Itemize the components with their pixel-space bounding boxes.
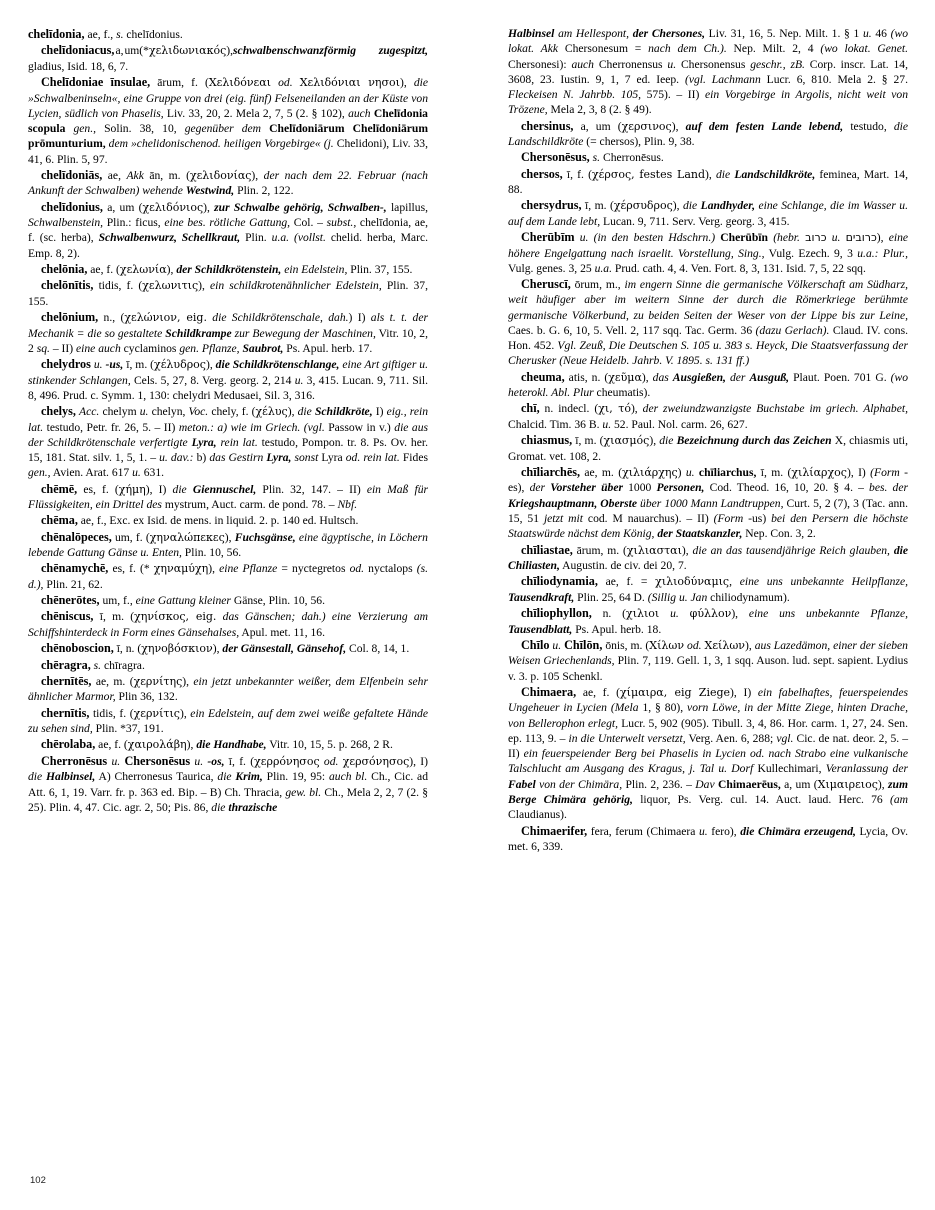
dictionary-entry: chelīdonia, ae, f., s. chelīdonius. <box>28 27 183 41</box>
dictionary-entry: Cheruscī, ōrum, m., im engern Sinne die germanische Völkerschaft am Südharz, weit häufiger aber im weitern Sinne der durch die Römerkriege berühmte germanische Völkerbund, zu beiden Seiten der Weser von der Lippe bis zur Leine, Caes. b. G. 6, 10, 5. Vell. 2, 117 sqq. Tac. Germ. 36 (dazu Gerlach). Claud. IV. cons. Hon. 452. Vgl. Zeuß, Die Deutschen S. 105 u. 383 s. Heyck, Die Staatsverfassung der Cherusker (Neue Heidelb. Jahrb. V. 1895. s. 131 ff.) <box>508 277 908 368</box>
dictionary-entry: chiasmus, ī, m. (χιασμός), die Bezeichnung durch das Zeichen X, chiasmis uti, Gromat. vet. 108, 2. <box>508 433 908 463</box>
right-column <box>508 26 908 854</box>
dictionary-entry: chēnamychē, es, f. (* χηναμύχη), eine Pflanze = nyctegretos od. nyctalops (s. d.), Plin. 21, 62. <box>28 561 428 591</box>
dictionary-entry: chēragra, s. chīragra. <box>41 657 145 672</box>
dictionary-entry: chelīdoniacus, a, um(*χελιδωνιακός),schwalbenschwanzförmig zugespitzt, gladius, Isid. 18, 6, 7. <box>28 43 428 73</box>
dictionary-entry: chelīdoniās, ae, Akk ān, m. (χελιδονίας), der nach dem 22. Februar (nach Ankunft der Schwalben) wehende Westwind, Plin. 2, 122. <box>28 167 428 198</box>
dictionary-entry: chī, n. indecl. (χι, τό), der zweiundzwanzigste Buchstabe im griech. Alphabet, Chalcid. Tim. 36 B. u. 52. Paul. Nol. carm. 26, 627. <box>508 401 908 431</box>
dictionary-entry: Chelīdoniae īnsulae, ārum, f. (Χελιδόνεαι od. Χελιδόνιαι νησοι), die »Schwalbeninseln«, eine Gruppe von drei (eig. fünf) Felseneilanden an der Küste von Lycien, südlich von Phaselis, Liv. 33, 20, 2. Mela 2, 7, 5 (2. § 102), auch Chelīdonia scopula gen., Solin. 38, 10, gegenüber dem Chelīdoniārum Chelīdoniārum prōmunturium, dem »chelidonischenod. heiligen Vorgebirge« (j. Chelidoni), Liv. 33, 41, 6. Plin. 5, 97. <box>28 75 428 166</box>
page-columns <box>28 26 908 1161</box>
dictionary-entry: Chersonēsus, s. Cherronēsus. <box>521 150 664 165</box>
dictionary-entry: chēnerōtes, um, f., eine Gattung kleiner Gänse, Plin. 10, 56. <box>41 593 325 608</box>
dictionary-entry: chernītis, tidis, f. (χερνίτις), ein Edelstein, auf dem zwei weiße gefaltete Hände zu sehen sind, Plin. *37, 191. <box>28 705 429 736</box>
dictionary-entry: Cherronēsus u. Chersonēsus u. -os, ī, f. (χερρόνησος od. χερσόνησος), I) die Halbinsel, A) Cherronesus Taurica, die Krim, Plin. 19, 95: auch bl. Ch., Cic. ad Att. 6, 1, 19. Varr. fr. p. 363 ed. Bip. – B) Ch. Thracia, gew. bl. Ch., Mela 2, 2, 7 (2. § 25). Plin. 4, 47. Cic. agr. 2, 50; Pis. 86, die thrazische <box>28 753 429 814</box>
dictionary-entry: chērolaba, ae, f. (χαιρολάβη), die Handhabe, Vitr. 10, 15, 5. p. 268, 2 R. <box>41 737 393 752</box>
dictionary-entry: Halbinsel am Hellespont, der Chersones, Liv. 31, 16, 5. Nep. Milt. 1. § 1 u. 46 (wo lokat. Akk Chersonesum = nach dem Ch.). Nep. Milt. 2, 4 (wo lokat. Genet. Chersonesi): auch Cherronensus u. Chersonensus geschr., zB. Corp. inscr. Lat. 14, 3608, 23. Iustin. 9, 1, 7 ed. Ieep. (vgl. Lachmann Lucr. 6, 810. Mela 2. § 27. Fleckeisen N. Jahrbb. 105, 575). – II) ein Vorgebirge in Argolis, nicht weit von Trözene, Mela 2, 3, 8 (2. § 49). <box>508 27 909 117</box>
dictionary-entry: chelōnītis, tidis, f. (χελωνιτις), ein schildkrotenähnlicher Edelstein, Plin. 37, 155. <box>28 278 428 308</box>
dictionary-entry: chīliastae, ārum, m. (χιλιασται), die an das tausendjährige Reich glauben, die Chiliasten, Augustin. de civ. dei 20, 7. <box>508 542 908 572</box>
left-column <box>28 26 428 815</box>
dictionary-entry: Chimaerifer, fera, ferum (Chimaera u. fero), die Chimära erzeugend, Lycia, Ov. met. 6, 339. <box>508 823 908 853</box>
dictionary-entry: cheuma, atis, n. (χεῦμα), das Ausgießen, der Ausguß, Plaut. Poen. 701 G. (wo heterokl. Abl. Plur cheumatis). <box>508 369 908 400</box>
dictionary-entry: chēnalōpeces, um, f. (χηναλώπεκες), Fuchsgänse, eine ägyptische, in Löchern lebende Gattung Gänse u. Enten, Plin. 10, 56. <box>28 529 428 560</box>
dictionary-entry: chelīdonius, a, um (χελιδόνιος), zur Schwalbe gehörig, Schwalben-, lapillus, Schwalbenstein, Plin.: ficus, eine bes. rötliche Gattung, Col. – subst., chelīdonia, ae, f. (sc. herba), Schwalbenwurz, Schellkraut, Plin. u.a. (vollst. chelid. herba, Marc. Emp. 8, 2). <box>28 199 428 260</box>
dictionary-entry: chelōnia, ae, f. (χελωνία), der Schildkrötenstein, ein Edelstein, Plin. 37, 155. <box>41 261 413 276</box>
dictionary-entry: chelys, Acc. chelym u. chelyn, Voc. chely, f. (χέλυς), die Schildkröte, I) eig., rein lat. testudo, Petr. fr. 26, 5. – II) meton.: a) wie im Griech. (vgl. Passow in v.) die aus der Schildkrötenschale verfertigte Lyra, rein lat. testudo, Pompon. tr. 8. Ps. Ov. her. 15, 181. Stat. silv. 1, 5, 1. – u. dav.: b) das Gestirn Lyra, sonst Lyra od. rein lat. Fides gen., Avien. Arat. 617 u. 631. <box>28 404 429 480</box>
dictionary-entry: chīliarchēs, ae, m. (χιλιάρχης) u. chīliarchus, ī, m. (χιλίαρχος), I) (Form -es), der Vorsteher über 1000 Personen, Cod. Theod. 16, 10, 20. § 4. – bes. der Kriegshauptmann, Oberste über 1000 Mann Landtruppen, Curt. 5, 2 (7), 3 (Tac. ann. 15, 51 jetzt mit cod. M nauarchus). – II) (Form -us) bei den Persern die höchste Staatswürde nächst dem König, der Staatskanzler, Nep. Con. 3, 2. <box>508 464 908 541</box>
dictionary-entry: chīliophyllon, n. (χιλιοι u. φύλλον), eine uns unbekannte Pflanze, Tausendblatt, Ps. Apul. herb. 18. <box>508 606 908 636</box>
dictionary-entry: chersos, ī, f. (χέρσος, festes Land), die Landschildkröte, feminea, Mart. 14, 88. <box>508 166 908 197</box>
dictionary-entry: chelōnium, n., (χελώνιον, eig. die Schildkrötenschale, dah.) I) als t. t. der Mechanik = die so gestaltete Schildkrampe zur Bewegung der Maschinen, Vitr. 10, 2, 2 sq. – II) eine auch cyclaminos gen. Pflanze, Saubrot, Ps. Apul. herb. 17. <box>28 310 428 355</box>
dictionary-entry: chernītēs, ae, m. (χερνίτης), ein jetzt unbekannter weißer, dem Elfenbein sehr ähnlicher Marmor, Plin 36, 132. <box>28 673 428 704</box>
page-number: 102 <box>30 1175 46 1186</box>
dictionary-entry: chersydrus, ī, m. (χέρσυδρος), die Landhyder, eine Schlange, die im Wasser u. auf dem Lande lebt, Lucan. 9, 711. Serv. Verg. georg. 3, 415. <box>508 198 908 228</box>
dictionary-entry: chēniscus, ī, m. (χηνίσκος, eig. das Gänschen; dah.) eine Verzierung am Schiffshinterdeck in Form eines Gänsehalses, Apul. met. 11, 16. <box>28 609 429 639</box>
dictionary-entry: Cherūbīm u. (in den besten Hdschrn.) Cherūbīn (hebr. כרוב u. כרובים), eine höhere Engelgattung nach israelit. Vorstellung, Sing., Vulg. Ezech. 9, 3 u.a.: Plur., Vulg. genes. 3, 25 u.a. Prud. cath. 4, 4. Ven. Fort. 8, 3, 131. Isid. 7, 5, 22 sqq. <box>508 230 909 275</box>
dictionary-entry: Chimaera, ae, f. (χίμαιρα, eig Ziege), I) ein fabelhaftes, feuerspeiendes Ungeheuer in Lycien (Mela 1, § 80), vorn Löwe, in der Mitte Ziege, hinten Drache, von Bellerophon erlegt, Lucr. 5, 902 (905). Tibull. 3, 4, 86. Hor. carm. 1, 27, 24. Sen. ep. 113, 9. – in die Unterwelt versetzt, Verg. Aen. 6, 288; vgl. Cic. de nat. deor. 2, 5. – II) ein feuerspeiender Berg bei Phaselis in Lycien od. nach Strabo eine vulkanische Talschlucht am Ausgang des Kragus, j. Tal u. Dorf Kullechimari, Veranlassung der Fabel von der Chimära, Plin. 2, 236. – Dav Chimaerēus, a, um (Χιμαιρειος), zum Berge Chimära gehörig, liquor, Ps. Verg. cul. 14. Auct. laud. Herc. 76 (am Claudianus). <box>508 684 909 822</box>
dictionary-entry: chelydros u. -us, ī, m. (χέλυδρος), die Schildkrötenschlange, eine Art giftiger u. stinkender Schlangen, Cels. 5, 27, 8. Verg. georg. 2, 214 u. 3, 415. Lucan. 9, 711. Sil. 8, 496. Prud. c. Symm. 1, 130: chelydri Medusaei, Sil. 3, 316. <box>28 357 428 402</box>
dictionary-entry: chersinus, a, um (χερσινος), auf dem festen Lande lebend, testudo, die Landschildkröte (= chersos), Plin. 9, 38. <box>508 118 909 149</box>
dictionary-entry: chēmē, es, f. (χήμη), I) die Giennuschel, Plin. 32, 147. – II) ein Maß für Flüssigkeiten, ein Drittel des mystrum, Auct. carm. de pond. 78. – Nbf. <box>28 481 429 512</box>
dictionary-entry: chēma, ae, f., Exc. ex Isid. de mens. in liquid. 2. p. 140 ed. Hultsch. <box>41 513 359 528</box>
dictionary-entry: Chīlo u. Chīlōn, ōnis, m. (Χίλων od. Χείλων), aus Lazedämon, einer der sieben Weisen Griechenlands, Plin. 7, 119. Gell. 1, 3, 1 sqq. Auson. lud. sept. sapient. Lydius v. 3. p. 105 Schenkl. <box>508 637 908 683</box>
dictionary-entry: chēnoboscion, ī, n. (χηνοβόσκιον), der Gänsestall, Gänsehof, Col. 8, 14, 1. <box>41 641 410 656</box>
dictionary-entry: chīliodynamia, ae, f. = χιλιοδύναμις, eine uns unbekannte Heilpflanze, Tausendkraft, Plin. 25, 64 D. (Sillig u. Jan chiliodynamum). <box>508 574 908 604</box>
